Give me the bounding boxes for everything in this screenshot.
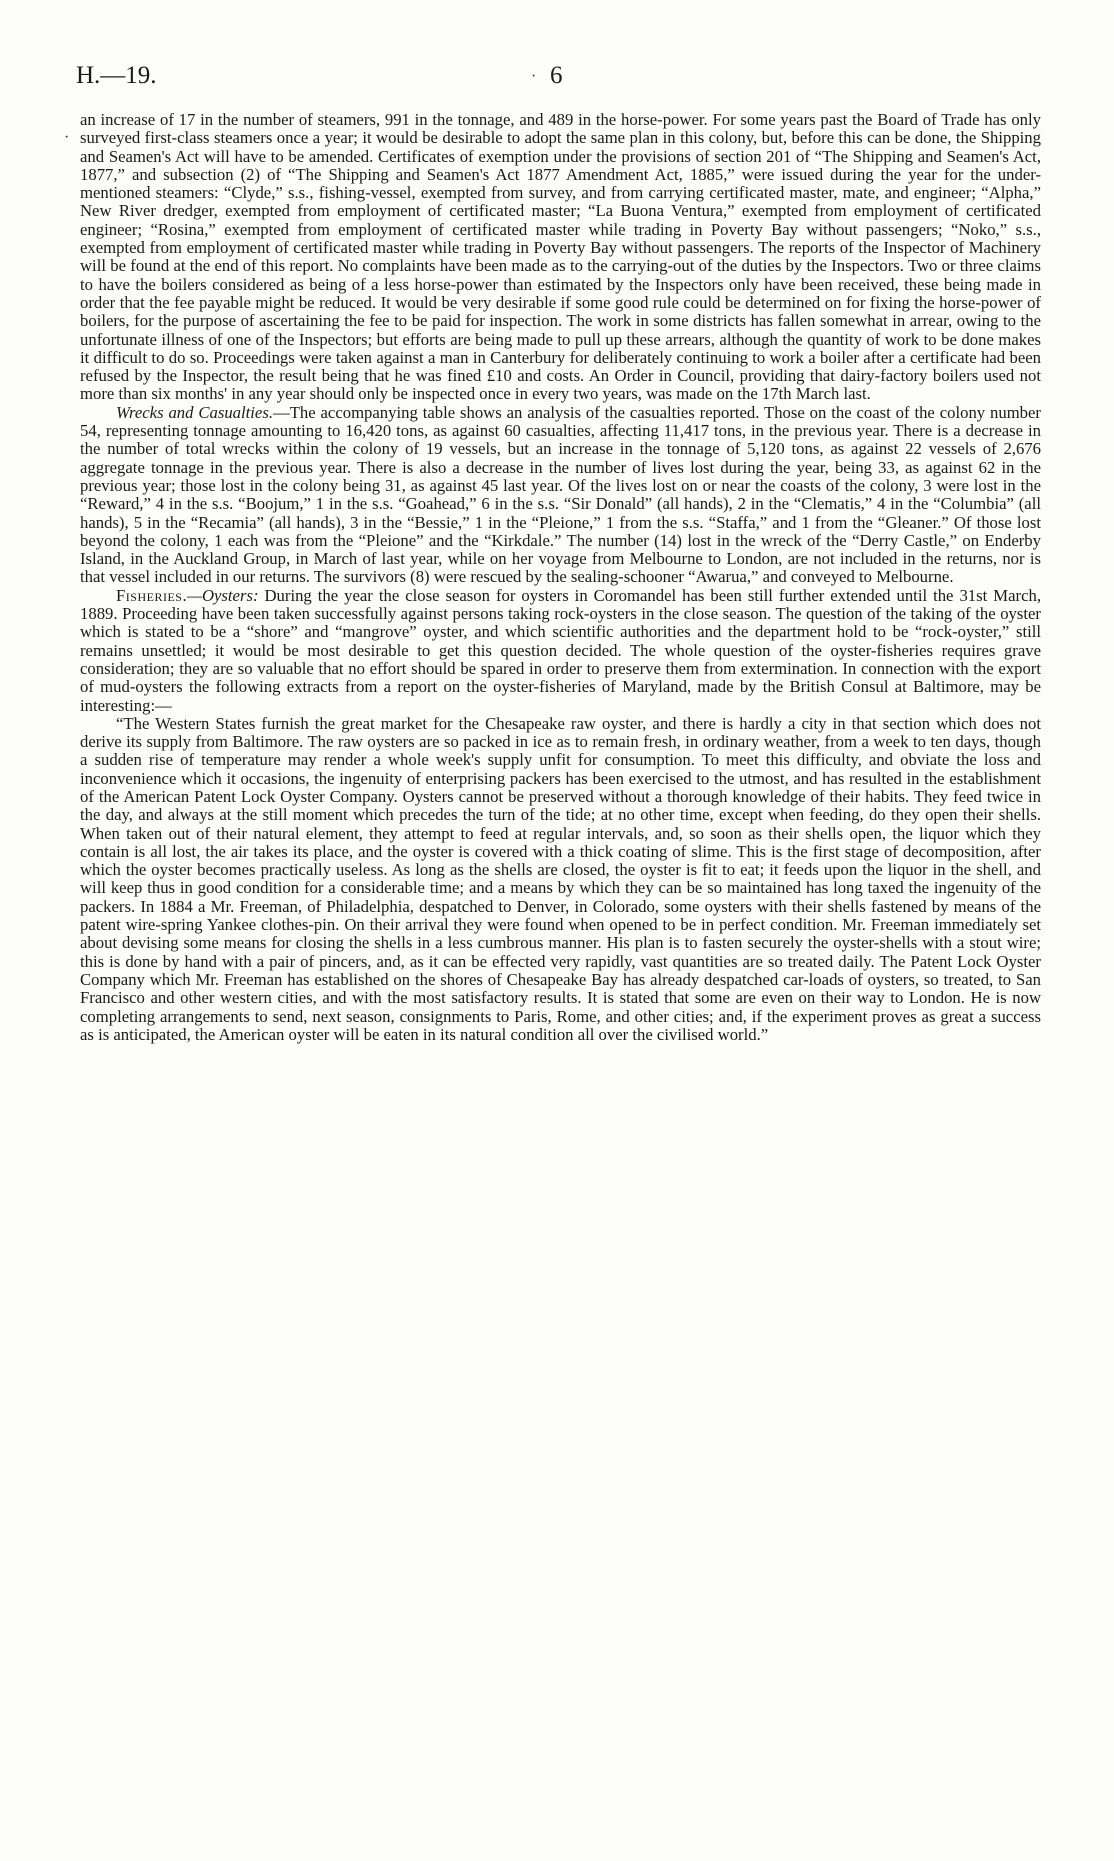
paragraph-fisheries: [80, 587, 1041, 715]
subheading-oysters: —Oysters:: [187, 585, 259, 605]
body-text: [80, 111, 1041, 1044]
page-number: 6: [550, 62, 563, 89]
page-header: [76, 62, 1038, 102]
document-reference: H.—19.: [76, 62, 157, 89]
paragraph-steamers: an increase of 17 in the number of steamers, 991 in the tonnage, and 489 in the horse-power. For some years past the Board of Trade has only surveyed first-class steamers once a year; it would be desirable to adopt the same plan in this colony, but, before this can be done, the Shipping and Seamen's Act will have to be amended. Certificates of exemption under the provisions of section 201 of “The Shipping and Seamen's Act, 1877,” and subsection (2) of “The Shipping and Seamen's Act 1877 Amendment Act, 1885,” were issued during the year for the under-mentioned steamers: “Clyde,” s.s., fishing-vessel, exempted from survey, and from carrying certificated master, mate, and engineer; “Alpha,” New River dredger, exempted from employment of certificated master; “La Buona Ventura,” exempted from employment of certificated engineer; “Rosina,” exempted from employment of certificated master while trading in Poverty Bay without passengers; “Noko,” s.s., exempted from employment of certificated master while trading in Poverty Bay without passengers. The reports of the Inspector of Machinery will be found at the end of this report. No complaints have been made as to the carrying-out of the duties by the Inspectors. Two or three claims to have the boilers considered as being of a less horse-power than estimated by the Inspectors only have been received, these being made in order that the fee payable might be reduced. It would be very desirable if some good rule could be determined on for fixing the horse-power of boilers, for the purpose of ascertaining the fee to be paid for inspection. The work in some districts has fallen somewhat in arrear, owing to the unfortunate illness of one of the Inspectors; but efforts are being made to pull up these arrears, although the quantity of work to be done makes it difficult to do so. Proceedings were taken against a man in Canterbury for deliberately continuing to work a boiler after a certificate had been refused by the Inspector, the result being that he was fined £10 and costs. An Order in Council, providing that dairy-factory boilers used not more than six months' in any year should only be inspected once in every two years, was made on the 17th March last.: [80, 110, 1041, 404]
paragraph-quotation: “The Western States furnish the great market for the Chesapeake raw oyster, and there is hardly a city in that section which does not derive its supply from Baltimore. The raw oysters are so packed in ice as to remain fresh, in ordinary weather, from a week to ten days, though a sudden rise of temperature may render a whole week's supply unfit for consumption. To meet this difficulty, and obviate the loss and inconvenience which it occasions, the ingenuity of enterprising packers has been exercised to the utmost, and has resulted in the establishment of the American Patent Lock Oyster Company. Oysters cannot be preserved without a thorough knowledge of their habits. They feed twice in the day, and always at the still moment which precedes the turn of the tide; at no other time, except when feeding, do they open their shells. When taken out of their natural element, they attempt to feed at regular intervals, and, so soon as their shells open, the liquor which they contain is all lost, the air takes its place, and the oyster is covered with a thick coating of slime. This is the first stage of decomposition, after which the oyster becomes practically useless. As long as the shells are closed, the oyster is fit to eat; it feeds upon the liquor in the shell, and will keep thus in good condition for a considerable time; and a means by which they can be so maintained has long taxed the ingenuity of the packers. In 1884 a Mr. Freeman, of Philadelphia, despatched to Denver, in Colorado, some oysters with their shells fastened by means of the patent wire-spring Yankee clothes-pin. On their arrival they were found when opened to be in perfect condition. Mr. Freeman immediately set about devising some means for closing the shells in a less cumbrous manner. His plan is to fasten securely the oyster-shells with a stout wire; this is done by hand with a pair of pincers, and, as it can be effected very rapidly, vast quantities are so treated daily. The Patent Lock Oyster Company which Mr. Freeman has established on the shores of Chesapeake Bay has already despatched car-loads of oysters, so treated, to San Francisco and other western cities, and with the most satisfactory results. It is stated that some are even on their way to London. He is now completing arrangements to send, next season, consignments to Paris, Rome, and other cities; and, if the experiment proves as great a success as is anticipated, the American oyster will be eaten in its natural condition all over the civilised world.”: [80, 713, 1041, 1044]
paragraph-text: —The accompanying table shows an analysis of the casualties reported. Those on the coast of the colony number 54, representing tonnage amounting to 16,420 tons, as against 60 casualties, affecting 11,417 tons, in the previous year. There is a decrease in the number of total wrecks within the colony of 19 vessels, but an increase in the tonnage of 5,120 tons, as against 22 vessels of 2,676 aggregate tonnage in the previous year. There is also a decrease in the number of lives lost during the year, being 33, as against 62 in the previous year; those lost in the colony being 31, as against 45 last year. Of the lives lost on or near the coasts of the colony, 3 were lost in the “Reward,” 4 in the s.s. “Boojum,” 1 in the s.s. “Goahead,” 6 in the s.s. “Sir Donald” (all hands), 2 in the “Clematis,” 4 in the “Columbia” (all hands), 5 in the “Recamia” (all hands), 3 in the “Bessie,” 1 in the “Pleione,” 1 from the s.s. “Staffa,” and 1 from the “Gleaner.” Of those lost beyond the colony, 1 each was from the “Pleione” and the “Kirkdale.” The number (14) lost in the wreck of the “Derry Castle,” on Enderby Island, in the Auckland Group, in March of last year, while on her voyage from Melbourne to London, are not included in the returns, nor is that vessel included in our returns. The survivors (8) were rescued by the sealing-schooner “Awarua,” and conveyed to Melbourne.: [80, 402, 1041, 587]
stray-mark: ·: [531, 68, 537, 85]
paragraph-text: During the year the close season for oysters in Coromandel has been still further extended until the 31st March, 1889. Proceeding have been taken successfully against persons taking rock-oysters in the close season. The question of the taking of the oyster which is stated to be a “shore” and “mangrove” oyster, and which scientific authorities and the department hold to be “rock-oyster,” still remains unsettled; it would be most desirable to get this question decided. The whole question of the oyster-fisheries requires grave consideration; they are so valuable that no effort should be spared in order to preserve them from extermination. In connection with the export of mud-oysters the following extracts from a report on the oyster-fisheries of Maryland, made by the British Consul at Baltimore, may be interesting:—: [80, 585, 1041, 715]
stray-mark: ·: [64, 129, 70, 146]
section-heading-wrecks: Wrecks and Casualties.: [116, 402, 273, 422]
paragraph-wrecks: [80, 404, 1041, 587]
section-heading-fisheries: Fisheries.: [116, 585, 188, 605]
